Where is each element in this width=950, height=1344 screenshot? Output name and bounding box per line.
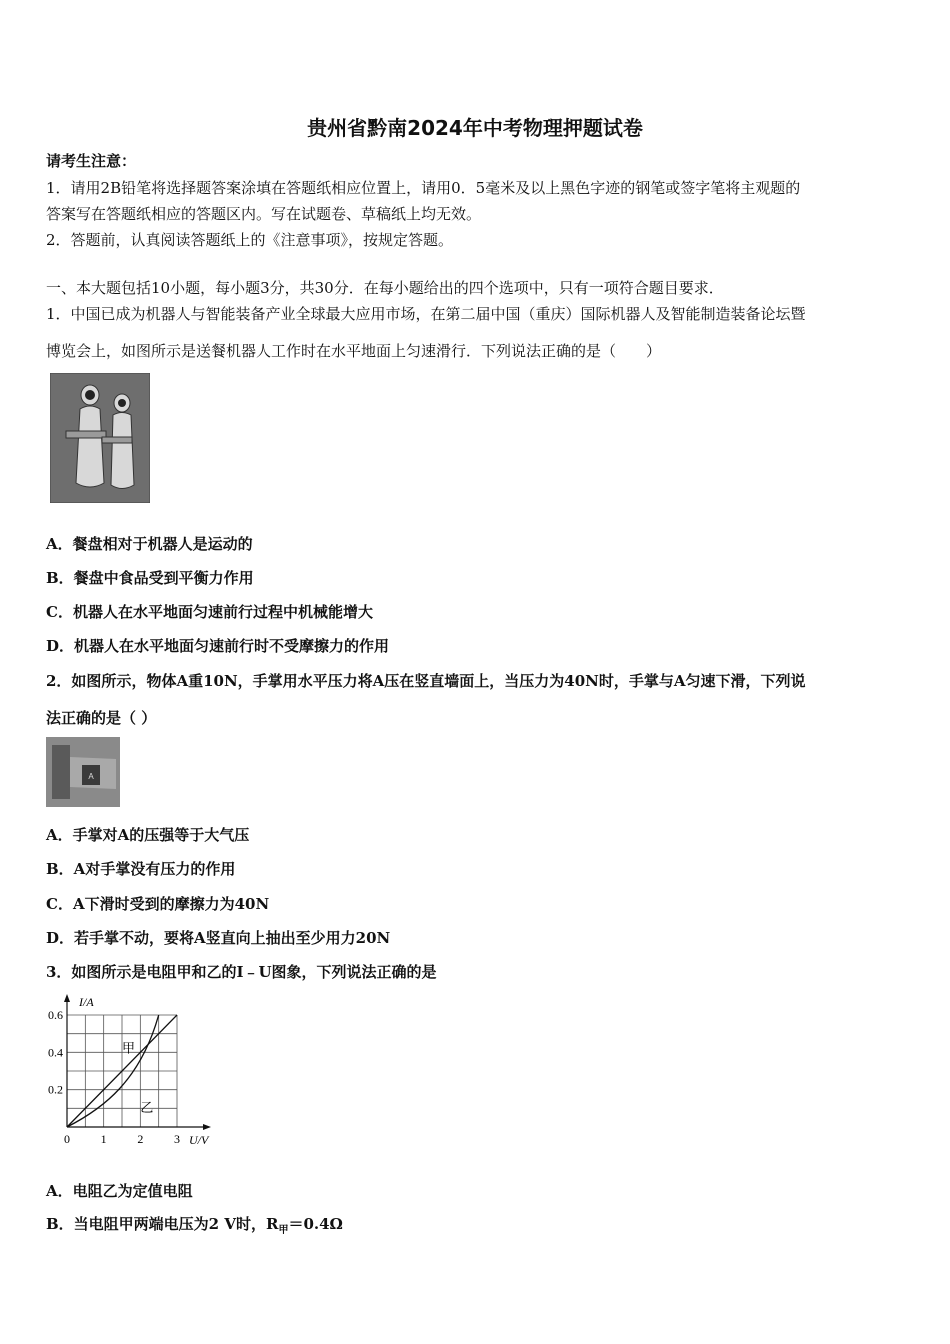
q2-stem-line-1: 2．如图所示，物体A重10N，手掌用水平压力将A压在竖直墙面上，当压力为40N时，手掌与A匀速下滑，下列说 [46, 672, 806, 690]
series-label-jia: 甲 [122, 1041, 136, 1057]
robot-photo [50, 373, 150, 503]
y-tick-label: 0.2 [48, 1082, 63, 1097]
q2-option-a: A．手掌对A的压强等于大气压 [46, 826, 250, 844]
q1-stem-line-2: 博览会上，如图所示是送餐机器人工作时在水平地面上匀速滑行．下列说法正确的是（ ） [46, 342, 662, 360]
q1-option-d: D．机器人在水平地面匀速前行时不受摩擦力的作用 [46, 637, 390, 655]
q3-option-b-subscript: 甲 [278, 1225, 289, 1236]
q3-option-b [46, 1213, 343, 1236]
q3-option-a: A．电阻乙为定值电阻 [46, 1182, 193, 1200]
notice-line-1: 1．请用2B铅笔将选择题答案涂填在答题纸相应位置上，请用0．5毫米及以上黑色字迹的钢笔或签字笔将主观题的 [46, 179, 801, 197]
q1-option-b: B．餐盘中食品受到平衡力作用 [46, 569, 254, 587]
q2-option-c: C．A下滑时受到的摩擦力为40N [46, 895, 270, 913]
y-axis-label: I/A [79, 995, 94, 1009]
hand-block-photo [46, 737, 120, 807]
q2-option-d: D．若手掌不动，要将A竖直向上抽出至少用力20N [46, 929, 391, 947]
notice-line-3: 2．答题前，认真阅读答题纸上的《注意事项》，按规定答题。 [46, 231, 454, 249]
x-tick-label: 0 [64, 1132, 70, 1146]
iu-chart [40, 990, 220, 1150]
series-label-yi: 乙 [140, 1101, 154, 1117]
x-tick-label: 2 [137, 1132, 144, 1146]
q3-option-b-tail: ＝0.4Ω [288, 1215, 343, 1233]
page-title: 贵州省黔南2024年中考物理押题试卷 [307, 116, 643, 140]
q2-option-b: B．A对手掌没有压力的作用 [46, 860, 236, 878]
q3-option-b-text: B．当电阻甲两端电压为2 V时，R [46, 1215, 279, 1233]
q1-option-a: A．餐盘相对于机器人是运动的 [46, 535, 253, 553]
block-label: A [88, 772, 94, 781]
notice-line-2: 答案写在答题纸相应的答题区内。写在试题卷、草稿纸上均无效。 [46, 205, 482, 223]
x-tick-label: 1 [100, 1132, 107, 1146]
q2-stem-line-2: 法正确的是（ ） [46, 709, 157, 727]
q3-stem: 3．如图所示是电阻甲和乙的I﹣U图象，下列说法正确的是 [46, 963, 437, 981]
y-axis-arrow [64, 994, 70, 1002]
q1-option-c: C．机器人在水平地面匀速前行过程中机械能增大 [46, 603, 373, 621]
y-tick-label: 0.4 [48, 1045, 63, 1060]
notice-heading: 请考生注意： [46, 152, 137, 170]
section-heading: 一、本大题包括10小题，每小题3分，共30分．在每小题给出的四个选项中，只有一项符合题目要求． [46, 279, 724, 297]
x-tick-label: 3 [174, 1132, 180, 1146]
q1-stem-line-1: 1．中国已成为机器人与智能装备产业全球最大应用市场，在第二届中国（重庆）国际机器人及智能制造装备论坛暨 [46, 305, 806, 323]
x-axis-arrow [203, 1124, 211, 1130]
x-axis-label: U/V [189, 1133, 209, 1147]
y-tick-label: 0.6 [48, 1008, 63, 1022]
